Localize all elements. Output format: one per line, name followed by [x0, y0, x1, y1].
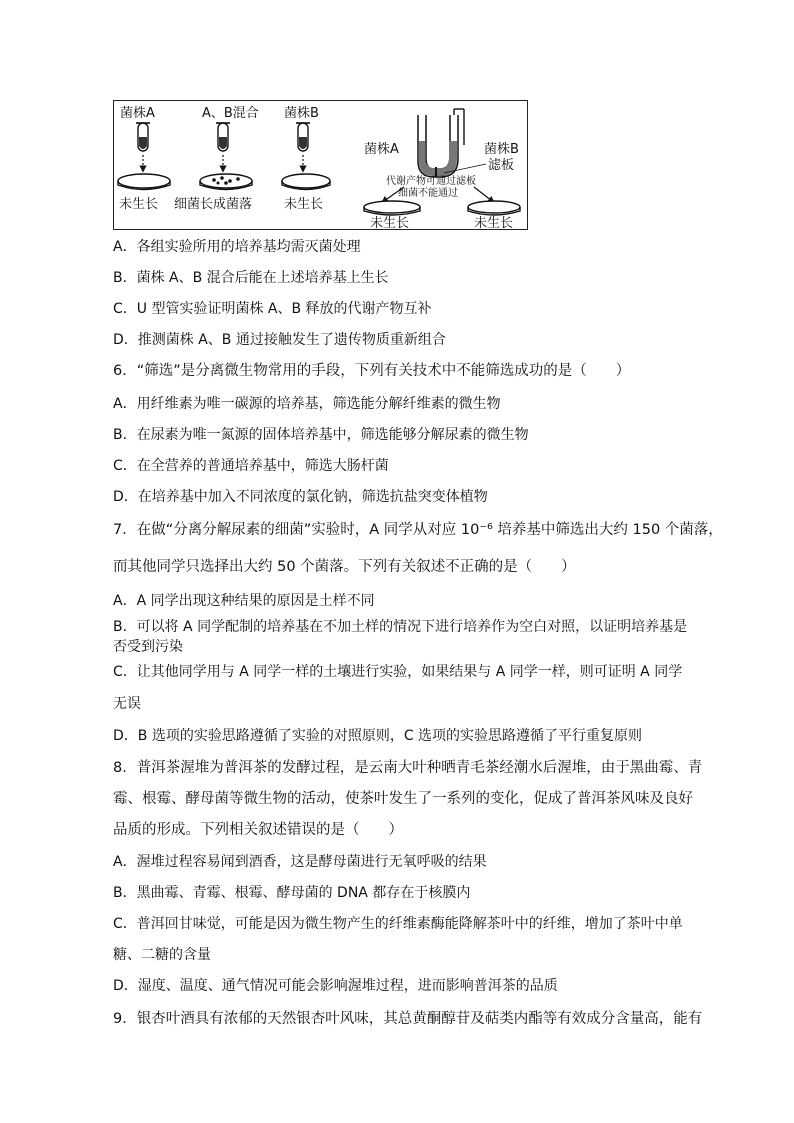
- u-tube: [418, 109, 464, 177]
- q7-option-c-line-2: 无误: [113, 696, 141, 712]
- utube-note-1: 代谢产物可通过滤板: [386, 176, 476, 187]
- q6-option-c: C．在全营养的普通培养基中，筛选大肠杆菌: [113, 458, 389, 474]
- no-growth-b: 未生长: [284, 197, 324, 212]
- test-tube-mix: [216, 123, 230, 151]
- q6-option-a: A．用纤维素为唯一碳源的培养基，筛选能分解纤维素的微生物: [113, 396, 501, 412]
- label-mix: A、B混合: [202, 106, 259, 121]
- q6-option-b: B．在尿素为唯一氮源的固体培养基中，筛选能够分解尿素的微生物: [113, 427, 529, 443]
- q7-option-b-line-1: B．可以将 A 同学配制的培养基在不加土样的情况下进行培养作为空白对照，以证明培养基是: [113, 619, 688, 635]
- label-strain-a: 菌株A: [120, 106, 155, 121]
- utube-label-b: 菌株B: [484, 142, 519, 157]
- q8-option-c-line-1: C．普洱回甘味觉，可能是因为微生物产生的纤维素酶能降解茶叶中的纤维，增加了茶叶中单: [113, 916, 683, 932]
- q7-option-b-line-2: 否受到污染: [113, 639, 183, 655]
- plate-mix: [200, 174, 252, 190]
- q6-stem: 6．“筛选”是分离微生物常用的手段，下列有关技术中不能筛选成功的是（ ）: [113, 363, 631, 379]
- plate-utube-right: [468, 201, 520, 215]
- q5-option-d: D．推测菌株 A、B 通过接触发生了遗传物质重新组合: [113, 332, 446, 348]
- colonies-label: 细菌长成菌落: [174, 197, 253, 212]
- experiment-figure: [113, 100, 528, 230]
- q8-option-a: A．渥堆过程容易闻到酒香，这是酵母菌进行无氧呼吸的结果: [113, 854, 487, 870]
- plate-utube-left: [364, 201, 420, 215]
- no-growth-a: 未生长: [119, 197, 159, 212]
- q8-stem-line-3: 品质的形成。下列相关叙述错误的是（ ）: [113, 822, 403, 838]
- utube-no-growth-right: 未生长: [474, 216, 514, 231]
- q6-option-d: D．在培养基中加入不同浓度的氯化钠，筛选抗盐突变体植物: [113, 489, 488, 505]
- q8-option-d: D．湿度、温度、通气情况可能会影响渥堆过程，进而影响普洱茶的品质: [113, 978, 558, 994]
- q7-stem-line-2: 而其他同学只选择出大约 50 个菌落。下列有关叙述不正确的是（ ）: [113, 559, 576, 575]
- q7-option-a: A．A 同学出现这种结果的原因是土样不同: [113, 593, 375, 609]
- utube-label-a: 菌株A: [364, 142, 399, 157]
- q8-option-c-line-2: 糖、二糖的含量: [113, 947, 211, 963]
- q9-stem-line-1: 9．银杏叶酒具有浓郁的天然银杏叶风味，其总黄酮醇苷及萜类内酯等有效成分含量高，能有: [113, 1011, 703, 1027]
- q8-option-b: B．黑曲霉、青霉、根霉、酵母菌的 DNA 都存在于核膜内: [113, 885, 471, 901]
- test-tube-a: [136, 123, 150, 151]
- label-strain-b: 菌株B: [284, 106, 319, 121]
- q7-option-d: D．B 选项的实验思路遵循了实验的对照原则，C 选项的实验思路遵循了平行重复原则: [113, 728, 643, 744]
- q5-option-a: A．各组实验所用的培养基均需灭菌处理: [113, 239, 361, 255]
- test-tube-b: [296, 123, 310, 151]
- q5-option-b: B．菌株 A、B 混合后能在上述培养基上生长: [113, 270, 389, 286]
- utube-no-growth-left: 未生长: [370, 216, 410, 231]
- q7-stem-line-1: 7．在做“分离分解尿素的细菌”实验时，A 同学从对应 10⁻⁶ 培养基中筛选出大约 150 个菌落，: [113, 522, 723, 538]
- q8-stem-line-1: 8．普洱茶渥堆为普洱茶的发酵过程，是云南大叶种晒青毛茶经潮水后渥堆，由于黑曲霉、青: [113, 760, 703, 776]
- utube-note-2: 细菌不能通过: [398, 188, 458, 199]
- plate-a: [118, 174, 170, 190]
- q8-stem-line-2: 霉、根霉、酵母菌等微生物的活动，使茶叶发生了一系列的变化，促成了普洱茶风味及良好: [113, 791, 693, 807]
- experiment-diagram: [114, 101, 529, 231]
- utube-filter-label: 滤板: [488, 158, 515, 173]
- q7-option-c-line-1: C．让其他同学用与 A 同学一样的土壤进行实验，如果结果与 A 同学一样，则可证明 A 同学: [113, 664, 683, 680]
- plate-b: [282, 174, 330, 190]
- q5-option-c: C．U 型管实验证明菌株 A、B 释放的代谢产物互补: [113, 301, 432, 317]
